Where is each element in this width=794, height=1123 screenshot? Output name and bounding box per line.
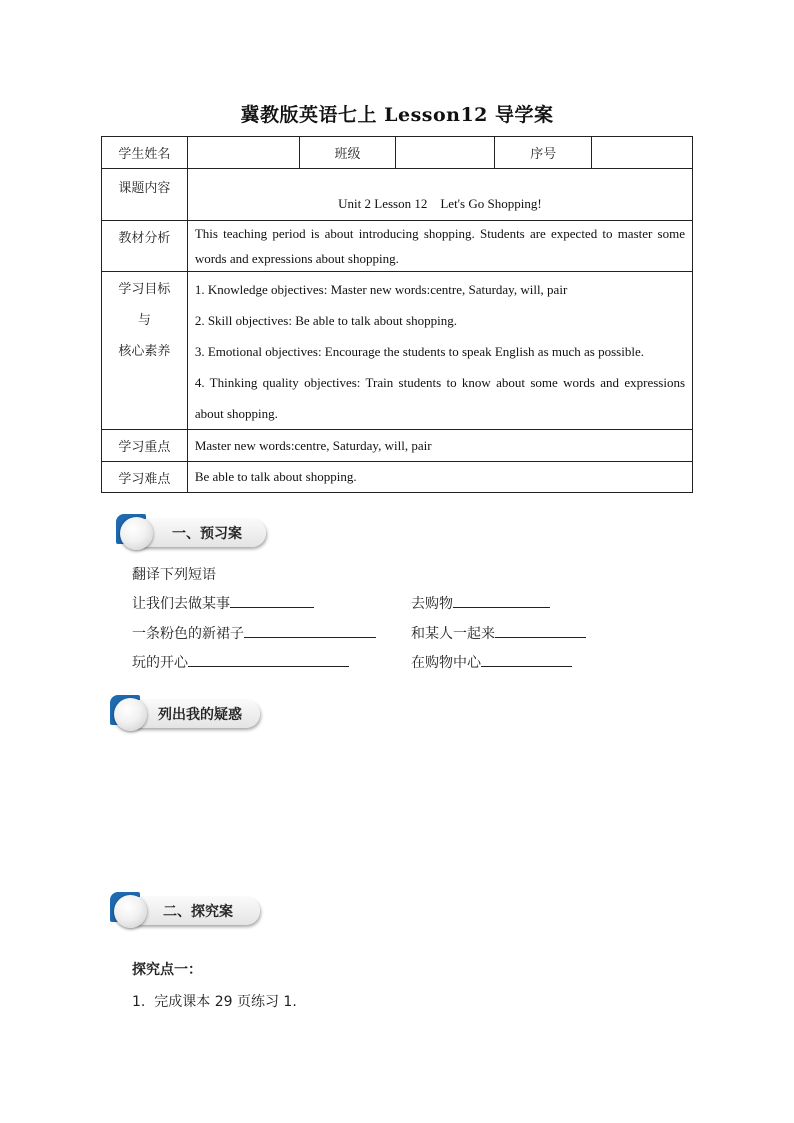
difficulties-label: 学习难点: [102, 462, 188, 493]
objective-item: 2. Skill objectives: Be able to talk about shopping.: [194, 313, 457, 328]
answer-blank[interactable]: [188, 652, 349, 667]
analysis-value: This teaching period is about introducing shopping. Students are expected to master some words and expressions about shopping.: [187, 221, 692, 272]
table-row-topic: [102, 169, 693, 221]
phrase-text: 去购物: [411, 596, 453, 612]
explore-point-title: 探究点一：: [132, 962, 202, 978]
section-heading-questions: [110, 695, 270, 729]
objective-item: 3. Emotional objectives: Encourage the students to speak English as much as possible.: [194, 344, 644, 359]
analysis-label: 教材分析: [102, 221, 188, 272]
explore-item: 1. 完成课本 29 页练习 1.: [132, 994, 297, 1010]
phrase-item: [411, 652, 572, 672]
class-field[interactable]: [396, 137, 495, 169]
phrase-text: 玩的开心: [132, 655, 188, 671]
answer-blank[interactable]: [481, 652, 572, 667]
phrase-item: [132, 623, 376, 643]
name-label: 学生姓名: [102, 137, 188, 169]
info-table: [101, 136, 693, 493]
phrase-text: 在购物中心: [411, 655, 481, 671]
objectives-label-line2: 与: [137, 313, 151, 328]
objectives-label-line3: 核心素养: [118, 344, 171, 359]
answer-blank[interactable]: [453, 593, 550, 608]
class-label: 班级: [299, 137, 396, 169]
table-row-analysis: [102, 221, 693, 272]
answer-blank[interactable]: [244, 623, 376, 638]
section-heading-preview: [116, 514, 276, 548]
phrase-item: [132, 652, 349, 672]
translate-instruction: 翻译下列短语: [132, 567, 216, 583]
phrase-item: [132, 593, 314, 613]
keypoints-value: Master new words:centre, Saturday, will, pair: [187, 430, 692, 462]
table-row-keypoints: [102, 430, 693, 462]
phrase-item: [411, 623, 586, 643]
section-circle-icon: [114, 895, 147, 928]
section-heading-text: 二、探究案: [163, 904, 233, 920]
phrase-item: [411, 593, 550, 613]
table-row-objectives: [102, 272, 693, 430]
section-heading-explore: [110, 892, 270, 926]
section-circle-icon: [114, 698, 147, 731]
topic-value: Unit 2 Lesson 12 Let's Go Shopping!: [187, 169, 692, 221]
objective-item: 4. Thinking quality objectives: Train students to know about some words and expressions about shopping.: [194, 375, 685, 421]
name-field[interactable]: [187, 137, 299, 169]
section-circle-icon: [120, 517, 153, 550]
answer-blank[interactable]: [230, 593, 314, 608]
page-title: 冀教版英语七上 Lesson12 导学案: [240, 104, 554, 126]
table-row-difficulties: [102, 462, 693, 493]
phrase-text: 和某人一起来: [411, 626, 495, 642]
seat-field[interactable]: [592, 137, 693, 169]
phrase-text: 一条粉色的新裙子: [132, 626, 244, 642]
topic-label: 课题内容: [102, 169, 188, 221]
seat-label: 序号: [495, 137, 592, 169]
difficulties-value: Be able to talk about shopping.: [187, 462, 692, 493]
section-heading-text: 一、预习案: [172, 526, 242, 542]
section-heading-text: 列出我的疑惑: [158, 707, 242, 723]
objectives-list: [187, 272, 692, 430]
objectives-label: [102, 272, 188, 430]
keypoints-label: 学习重点: [102, 430, 188, 462]
answer-blank[interactable]: [495, 623, 586, 638]
table-row-header: [102, 137, 693, 169]
objective-item: 1. Knowledge objectives: Master new words:centre, Saturday, will, pair: [194, 282, 568, 297]
objectives-label-line1: 学习目标: [118, 282, 171, 297]
phrase-text: 让我们去做某事: [132, 596, 230, 612]
